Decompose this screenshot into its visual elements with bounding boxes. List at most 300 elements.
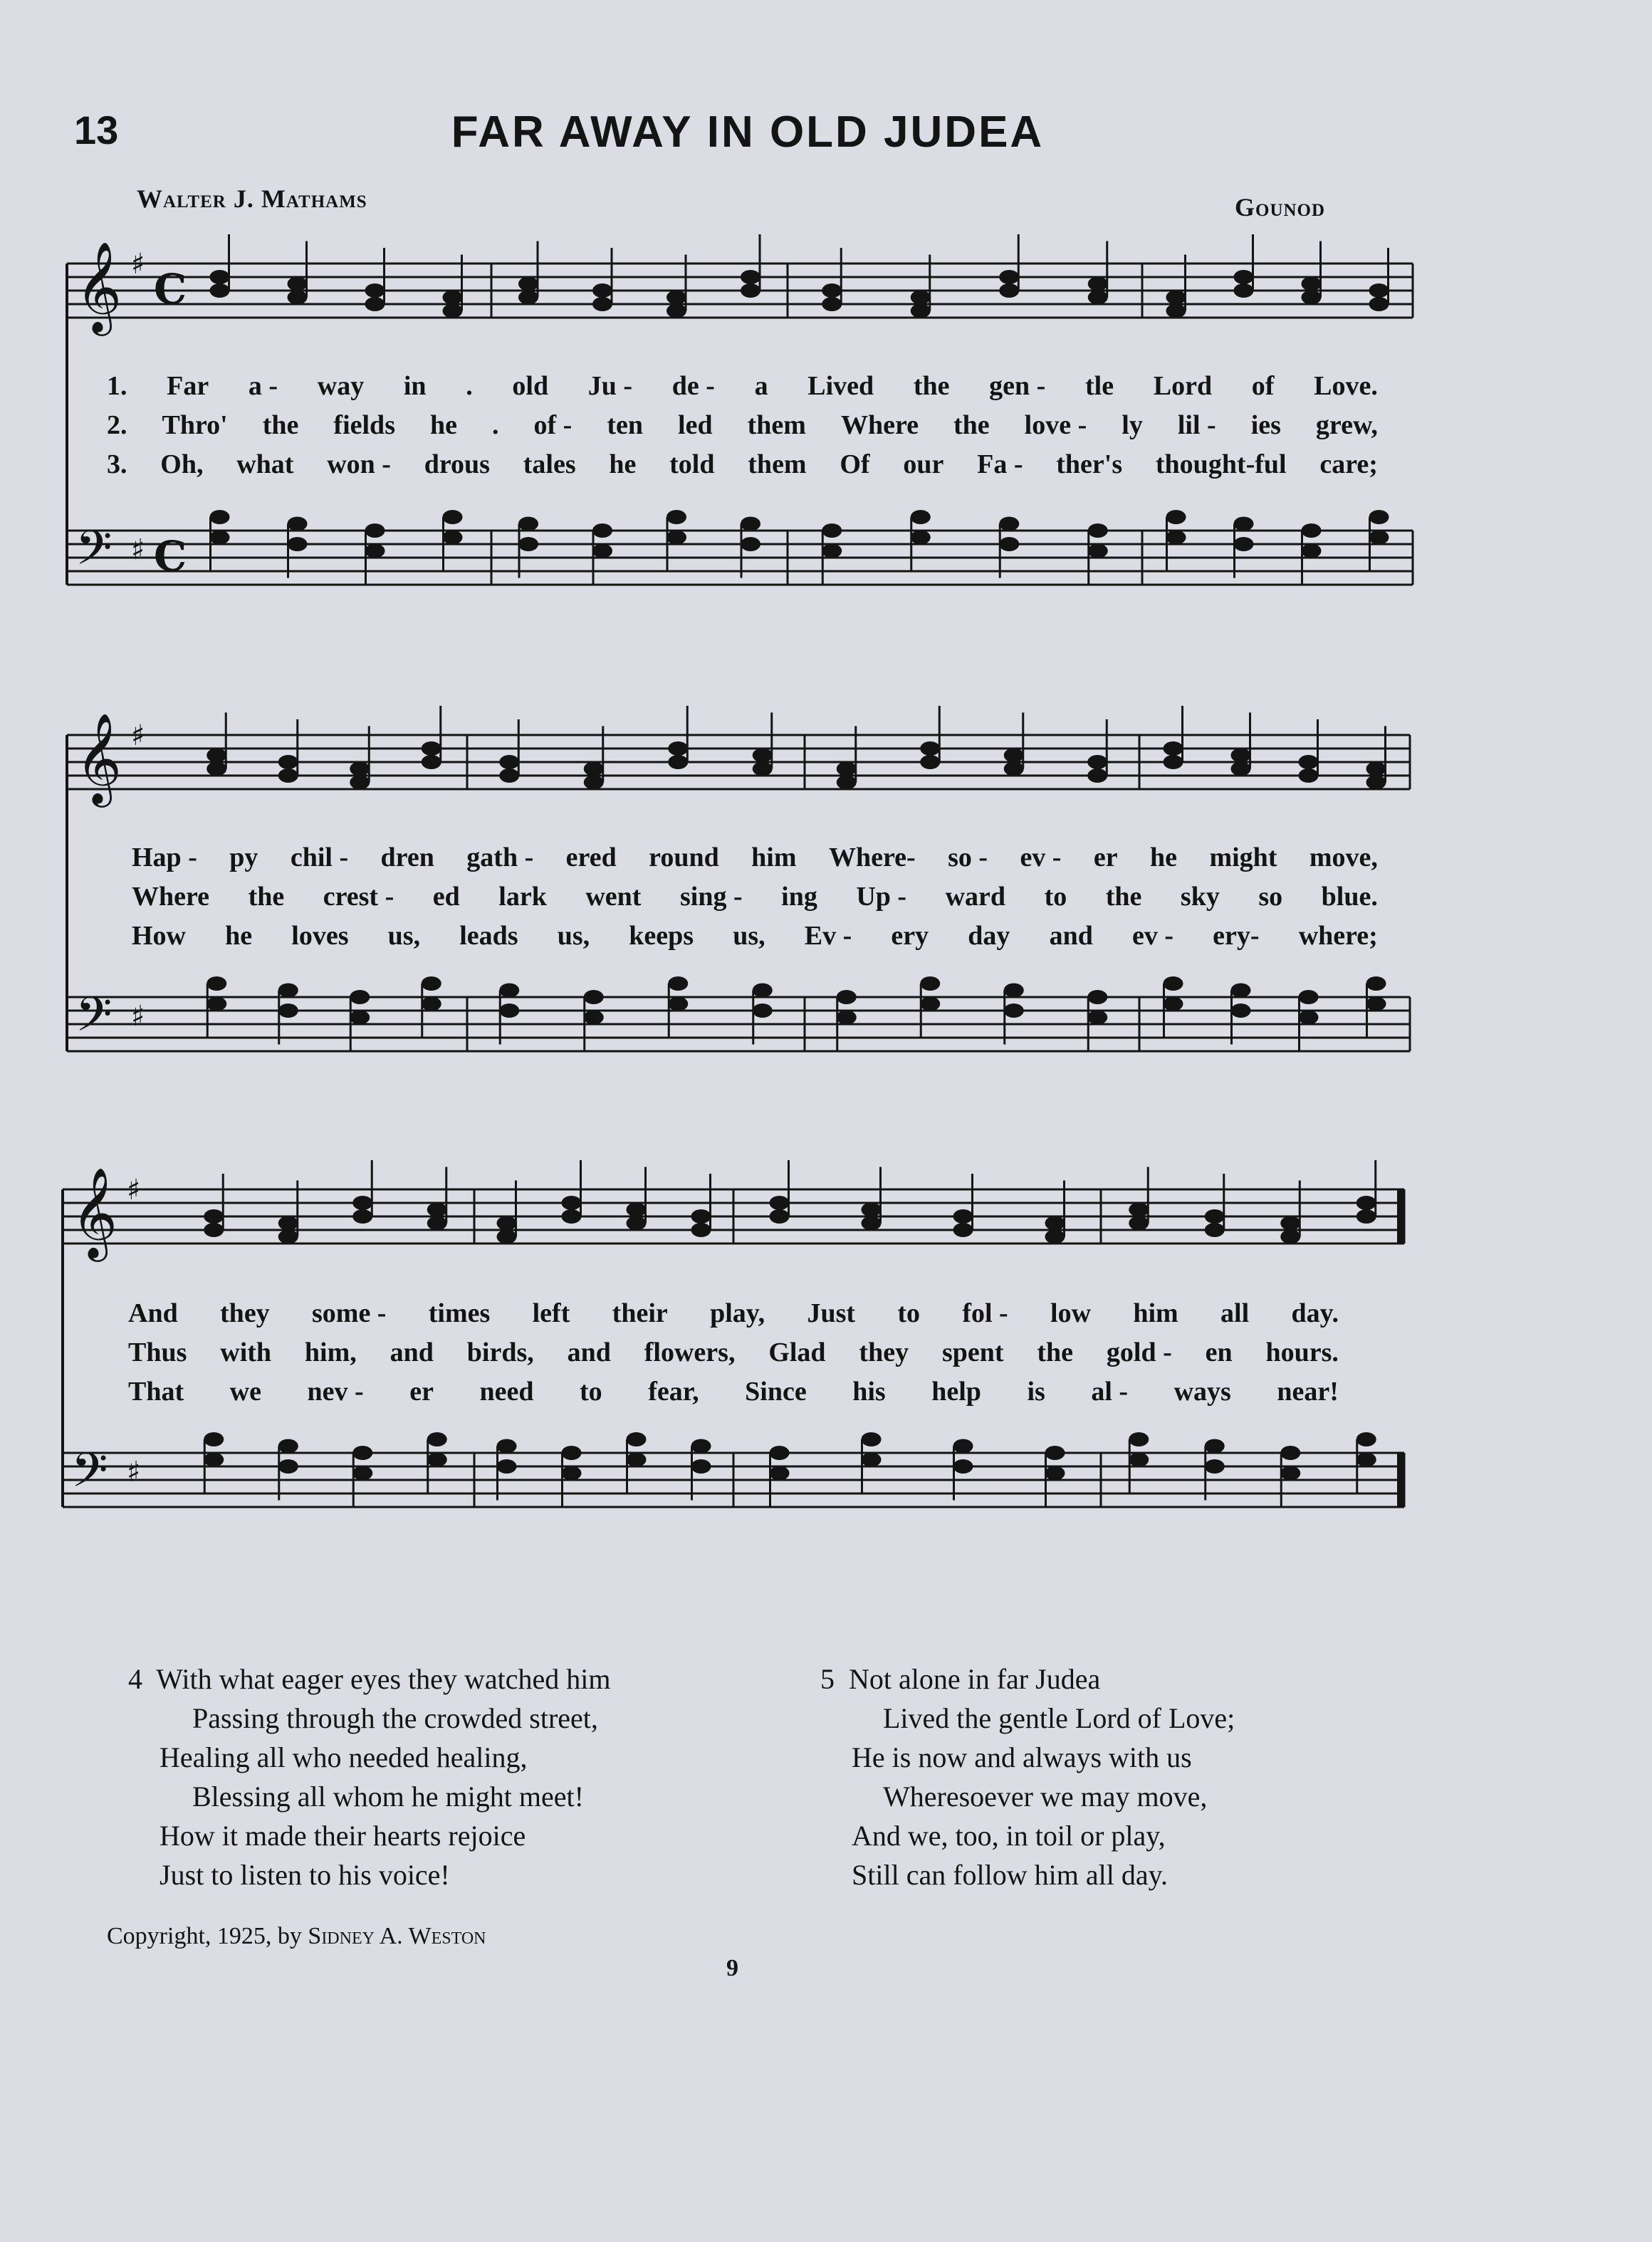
notehead xyxy=(666,531,686,545)
notehead xyxy=(1087,755,1107,769)
notehead xyxy=(741,537,760,551)
notehead xyxy=(497,1459,517,1474)
lyric-syllable: way xyxy=(317,371,365,401)
notehead xyxy=(499,755,519,769)
lyric-syllable: to xyxy=(1044,882,1067,912)
notehead xyxy=(1234,537,1254,551)
notehead xyxy=(1004,984,1024,998)
lyric-syllable: grew, xyxy=(1315,410,1378,440)
notehead xyxy=(288,517,308,531)
lyric-syllable: us, xyxy=(733,921,765,951)
lyric-syllable: he xyxy=(609,449,637,479)
lyric-syllable: Oh, xyxy=(160,449,204,479)
notehead xyxy=(1299,755,1319,769)
notehead xyxy=(1205,1439,1225,1454)
notehead xyxy=(862,1453,882,1467)
notehead xyxy=(920,741,940,756)
notehead xyxy=(691,1439,711,1454)
lyric-syllable: day. xyxy=(1291,1298,1339,1328)
notehead xyxy=(206,762,226,776)
notehead xyxy=(518,277,538,291)
notehead xyxy=(1166,304,1186,318)
notehead xyxy=(668,741,688,756)
page-number: 9 xyxy=(726,1955,738,1981)
stanza-line: And we, too, in toil or play, xyxy=(852,1820,1166,1852)
stanza-line: Still can follow him all day. xyxy=(852,1859,1169,1891)
lyric-syllable: ev - xyxy=(1020,843,1062,872)
lyric-syllable: That xyxy=(128,1377,184,1407)
notehead xyxy=(822,544,842,558)
notehead xyxy=(427,1216,447,1231)
notehead xyxy=(1302,544,1322,558)
notehead xyxy=(1164,997,1183,1011)
lyric-syllable: to xyxy=(897,1298,921,1328)
notehead xyxy=(1129,1203,1149,1217)
notehead xyxy=(278,984,298,998)
notehead xyxy=(627,1203,647,1217)
notehead xyxy=(666,510,686,524)
notehead xyxy=(999,537,1019,551)
notehead xyxy=(999,517,1019,531)
stanza-number: 4 xyxy=(128,1663,142,1695)
lyric-syllable: the xyxy=(1105,882,1142,912)
stanza-4 xyxy=(128,1659,610,1894)
notehead xyxy=(365,523,385,538)
notehead xyxy=(1302,277,1322,291)
stanza-line: Blessing all whom he might meet! xyxy=(192,1780,584,1813)
lyric-syllable: left xyxy=(532,1298,570,1328)
lyric-syllable: fields xyxy=(333,410,395,440)
lyric-syllable: a xyxy=(754,371,768,401)
lyric-syllable: is xyxy=(1027,1377,1045,1407)
lyric-syllable: nev - xyxy=(307,1377,364,1407)
notehead xyxy=(741,283,760,298)
notehead xyxy=(365,544,385,558)
notehead xyxy=(499,984,519,998)
notehead xyxy=(741,270,760,284)
notehead xyxy=(1088,291,1108,305)
notehead xyxy=(278,1216,298,1231)
copyright-prefix: Copyright, 1925, by xyxy=(107,1923,302,1949)
notehead xyxy=(1231,749,1251,763)
notehead xyxy=(953,1459,973,1474)
lyric-syllable: gath - xyxy=(466,843,534,872)
lyric-syllable: Ju - xyxy=(587,371,633,401)
lyric-syllable: thought-ful xyxy=(1155,449,1287,479)
lyric-syllable: er xyxy=(409,1377,434,1407)
lyric-syllable: Lord xyxy=(1153,371,1213,401)
notehead xyxy=(1088,523,1108,538)
notehead xyxy=(953,1209,973,1224)
notehead xyxy=(911,510,931,524)
notehead xyxy=(1280,1230,1300,1244)
lyric-syllable: Up - xyxy=(856,882,907,912)
notehead xyxy=(1302,523,1322,538)
notehead xyxy=(770,1209,790,1224)
lyric-syllable: ways xyxy=(1173,1377,1231,1407)
notehead xyxy=(1088,277,1108,291)
notehead xyxy=(443,291,463,305)
stanza-line: Healing all who needed healing, xyxy=(160,1741,528,1773)
lyric-syllable: Thus xyxy=(128,1338,187,1367)
sharp-icon: ♯ xyxy=(131,719,145,752)
lyric-syllable: they xyxy=(220,1298,270,1328)
notehead xyxy=(352,1196,372,1210)
notehead xyxy=(668,997,688,1011)
lyric-syllable: led xyxy=(678,410,713,440)
lyric-syllable: sing - xyxy=(679,882,743,912)
notehead xyxy=(1231,984,1251,998)
lyric-syllable: al - xyxy=(1091,1377,1129,1407)
hymn-title: FAR AWAY IN OLD JUDEA xyxy=(451,108,1045,157)
notehead xyxy=(350,762,370,776)
lyric-syllable: ing xyxy=(781,882,817,912)
notehead xyxy=(365,297,385,311)
notehead xyxy=(584,762,604,776)
notehead xyxy=(1088,544,1108,558)
notehead xyxy=(953,1439,973,1454)
lyric-syllable: hours. xyxy=(1265,1338,1339,1367)
notehead xyxy=(497,1439,517,1454)
lyric-syllable: we xyxy=(229,1377,261,1407)
notehead xyxy=(753,984,773,998)
lyric-syllable: How xyxy=(132,921,186,951)
notehead xyxy=(592,523,612,538)
sharp-icon: ♯ xyxy=(131,1000,145,1033)
notehead xyxy=(352,1209,372,1224)
notehead xyxy=(1356,1196,1376,1210)
notehead xyxy=(1045,1466,1065,1481)
notehead xyxy=(920,997,940,1011)
notehead xyxy=(911,304,931,318)
final-barline xyxy=(1397,1189,1404,1243)
copyright-notice xyxy=(107,1923,486,1950)
notehead xyxy=(518,517,538,531)
lyric-syllable: won - xyxy=(327,449,391,479)
lyric-syllable: en xyxy=(1205,1338,1233,1367)
notehead xyxy=(1369,283,1389,298)
notehead xyxy=(691,1459,711,1474)
lyric-syllable: fear, xyxy=(648,1377,699,1407)
sharp-icon: ♯ xyxy=(131,248,145,281)
lyric-syllable: him, xyxy=(304,1338,357,1367)
notehead xyxy=(210,531,230,545)
lyric-syllable: Thro' xyxy=(162,410,228,440)
notehead xyxy=(443,510,463,524)
notehead xyxy=(1205,1223,1225,1237)
lyric-syllable: Since xyxy=(745,1377,807,1407)
sharp-icon: ♯ xyxy=(131,533,145,566)
lyric-syllable: Lived xyxy=(807,371,874,401)
notehead xyxy=(1166,291,1186,305)
notehead xyxy=(427,1453,447,1467)
notehead xyxy=(1234,517,1254,531)
lyric-syllable: play, xyxy=(710,1298,765,1328)
notehead xyxy=(920,755,940,769)
notehead xyxy=(770,1446,790,1460)
notehead xyxy=(204,1209,224,1224)
stanza-line: How it made their hearts rejoice xyxy=(160,1820,526,1852)
stanza-line: Just to listen to his voice! xyxy=(160,1859,450,1891)
notehead xyxy=(1164,976,1183,991)
lyric-syllable: Just xyxy=(807,1298,856,1328)
lyric-syllable: . xyxy=(492,410,499,440)
lyric-syllable: Hap - xyxy=(132,843,197,872)
lyric-syllable: spent xyxy=(941,1338,1004,1367)
stanza-line: He is now and always with us xyxy=(852,1741,1192,1773)
notehead xyxy=(822,523,842,538)
lyric-syllable: ly xyxy=(1122,410,1143,440)
notehead xyxy=(753,762,773,776)
lyric-syllable: our xyxy=(903,449,944,479)
treble-clef-icon: 𝄞 xyxy=(75,712,122,803)
notehead xyxy=(1087,990,1107,1004)
notehead xyxy=(1356,1453,1376,1467)
stanza-line: Lived the gentle Lord of Love; xyxy=(883,1702,1235,1734)
notehead xyxy=(278,1003,298,1018)
lyric-syllable: ward xyxy=(945,882,1006,912)
notehead xyxy=(562,1466,582,1481)
notehead xyxy=(1004,1003,1024,1018)
lyric-syllable: ther's xyxy=(1056,449,1123,479)
lyric-syllable: chil - xyxy=(290,843,349,872)
lyric-syllable: dren xyxy=(380,843,434,872)
treble-clef-icon: 𝄞 xyxy=(75,241,122,332)
notehead xyxy=(278,755,298,769)
notehead xyxy=(584,1011,604,1025)
lyric-syllable: crest - xyxy=(323,882,394,912)
notehead xyxy=(953,1223,973,1237)
notehead xyxy=(592,297,612,311)
notehead xyxy=(1087,1011,1107,1025)
lyric-syllable: de - xyxy=(671,371,715,401)
notehead xyxy=(518,291,538,305)
notehead xyxy=(278,768,298,783)
lyric-syllable: Glad xyxy=(768,1338,826,1367)
lyric-syllable: they xyxy=(859,1338,909,1367)
notehead xyxy=(584,776,604,790)
notehead xyxy=(1205,1459,1225,1474)
notehead xyxy=(497,1230,517,1244)
lyric-syllable: Where xyxy=(132,882,210,912)
notehead xyxy=(1366,776,1386,790)
lyric-line xyxy=(128,1298,1339,1329)
lyric-syllable: the xyxy=(262,410,299,440)
notehead xyxy=(562,1196,582,1210)
lyric-syllable: old xyxy=(512,371,549,401)
lyric-syllable: near! xyxy=(1277,1377,1339,1407)
lyric-syllable: in xyxy=(403,371,427,401)
lyric-syllable: told xyxy=(669,449,715,479)
notehead xyxy=(837,762,857,776)
notehead xyxy=(1129,1432,1149,1446)
notehead xyxy=(1045,1230,1065,1244)
notehead xyxy=(668,755,688,769)
stanza-number: 5 xyxy=(820,1663,835,1695)
notehead xyxy=(822,297,842,311)
lyric-syllable: and xyxy=(567,1338,611,1367)
notehead xyxy=(999,283,1019,298)
lyric-syllable: him xyxy=(1133,1298,1178,1328)
lyric-syllable: their xyxy=(612,1298,668,1328)
common-time-icon: C xyxy=(154,265,187,313)
notehead xyxy=(1280,1216,1300,1231)
notehead xyxy=(204,1223,224,1237)
notehead xyxy=(837,990,857,1004)
lyric-syllable: ery- xyxy=(1213,921,1260,951)
lyric-syllable: py xyxy=(229,843,258,872)
lyric-syllable: . xyxy=(466,371,473,401)
notehead xyxy=(427,1432,447,1446)
lyric-syllable: and xyxy=(390,1338,434,1367)
author-credit: Walter J. Mathams xyxy=(137,184,367,213)
lyric-syllable: loves xyxy=(291,921,349,951)
notehead xyxy=(422,755,441,769)
notehead xyxy=(278,1459,298,1474)
notehead xyxy=(1166,510,1186,524)
notehead xyxy=(1369,510,1389,524)
lyric-line xyxy=(107,449,1378,480)
lyric-syllable: all xyxy=(1220,1298,1250,1328)
stanza-5 xyxy=(820,1659,1235,1894)
lyric-syllable: ery xyxy=(891,921,929,951)
notehead xyxy=(911,531,931,545)
notehead xyxy=(666,304,686,318)
copyright-holder: Sidney A. Weston xyxy=(308,1923,486,1949)
notehead xyxy=(350,990,370,1004)
notehead xyxy=(1004,762,1024,776)
bass-clef-icon: 𝄢 xyxy=(71,1443,108,1509)
lyric-syllable: flowers, xyxy=(644,1338,736,1367)
notehead xyxy=(770,1466,790,1481)
notehead xyxy=(1205,1209,1225,1224)
notehead xyxy=(278,1439,298,1454)
verse-number: 1. xyxy=(107,371,127,401)
notehead xyxy=(422,997,441,1011)
lyric-syllable: he xyxy=(430,410,457,440)
lyric-syllable: birds, xyxy=(466,1338,534,1367)
common-time-icon: C xyxy=(154,532,187,580)
lyric-syllable: he xyxy=(225,921,253,951)
notehead xyxy=(1356,1209,1376,1224)
lyric-syllable: keeps xyxy=(629,921,694,951)
sharp-icon: ♯ xyxy=(127,1174,141,1206)
lyric-syllable: to xyxy=(580,1377,602,1407)
lyric-syllable: Where- xyxy=(828,843,916,872)
lyric-syllable: with xyxy=(220,1338,272,1367)
notehead xyxy=(278,1230,298,1244)
notehead xyxy=(497,1216,517,1231)
notehead xyxy=(627,1216,647,1231)
notehead xyxy=(443,304,463,318)
notehead xyxy=(1231,1003,1251,1018)
notehead xyxy=(1166,531,1186,545)
lyric-syllable: the xyxy=(913,371,950,401)
bass-clef-icon: 𝄢 xyxy=(75,521,113,587)
notehead xyxy=(499,768,519,783)
notehead xyxy=(1004,749,1024,763)
notehead xyxy=(668,976,688,991)
lyric-line xyxy=(128,1376,1339,1407)
lyric-syllable: ies xyxy=(1250,410,1281,440)
lyric-syllable: the xyxy=(953,410,990,440)
notehead xyxy=(627,1432,647,1446)
lyric-syllable: lil - xyxy=(1177,410,1216,440)
notehead xyxy=(518,537,538,551)
lyric-syllable: Where xyxy=(840,410,919,440)
notehead xyxy=(920,976,940,991)
lyric-syllable: us, xyxy=(557,921,590,951)
notehead xyxy=(1164,741,1183,756)
lyric-syllable: day xyxy=(968,921,1010,951)
notehead xyxy=(999,270,1019,284)
lyric-syllable: he xyxy=(1150,843,1178,872)
notehead xyxy=(1366,976,1386,991)
notehead xyxy=(1369,531,1389,545)
notehead xyxy=(837,1011,857,1025)
stanza-line: Not alone in far Judea xyxy=(849,1663,1101,1695)
notehead xyxy=(1356,1432,1376,1446)
notehead xyxy=(1045,1446,1065,1460)
notehead xyxy=(210,270,230,284)
lyric-syllable: the xyxy=(248,882,285,912)
lyric-syllable: what xyxy=(236,449,294,479)
notehead xyxy=(499,1003,519,1018)
lyric-syllable: care; xyxy=(1319,449,1378,479)
notehead xyxy=(1045,1216,1065,1231)
notehead xyxy=(365,283,385,298)
lyric-syllable: so xyxy=(1258,882,1283,912)
notehead xyxy=(288,291,308,305)
notehead xyxy=(562,1209,582,1224)
lyric-syllable: Far xyxy=(167,371,209,401)
lyric-syllable: and xyxy=(1049,921,1093,951)
lyric-line xyxy=(107,410,1378,441)
lyric-syllable: a - xyxy=(248,371,278,401)
lyric-line xyxy=(132,842,1378,873)
lyric-syllable: help xyxy=(931,1377,981,1407)
notehead xyxy=(350,1011,370,1025)
notehead xyxy=(753,1003,773,1018)
lyric-syllable: er xyxy=(1093,843,1118,872)
verse-number: 2. xyxy=(107,410,127,440)
notehead xyxy=(691,1223,711,1237)
lyric-syllable: Ev - xyxy=(804,921,852,951)
lyric-syllable: some - xyxy=(312,1298,387,1328)
notehead xyxy=(837,776,857,790)
notehead xyxy=(427,1203,447,1217)
notehead xyxy=(352,1466,372,1481)
notehead xyxy=(1234,283,1254,298)
lyric-syllable: tle xyxy=(1085,371,1114,401)
notehead xyxy=(592,544,612,558)
lyric-syllable: need xyxy=(479,1377,534,1407)
notehead xyxy=(1129,1453,1149,1467)
notehead xyxy=(562,1446,582,1460)
lyric-syllable: gold - xyxy=(1106,1338,1172,1367)
lyric-syllable: sky xyxy=(1180,882,1220,912)
notehead xyxy=(1129,1216,1149,1231)
treble-clef-icon: 𝄞 xyxy=(71,1167,118,1258)
lyric-syllable: move, xyxy=(1309,843,1378,872)
notehead xyxy=(1234,270,1254,284)
composer-credit: Gounod xyxy=(1235,193,1326,221)
notehead xyxy=(1299,768,1319,783)
notehead xyxy=(1280,1466,1300,1481)
lyric-syllable: Of xyxy=(840,449,870,479)
notehead xyxy=(862,1216,882,1231)
lyric-syllable: them xyxy=(748,449,807,479)
